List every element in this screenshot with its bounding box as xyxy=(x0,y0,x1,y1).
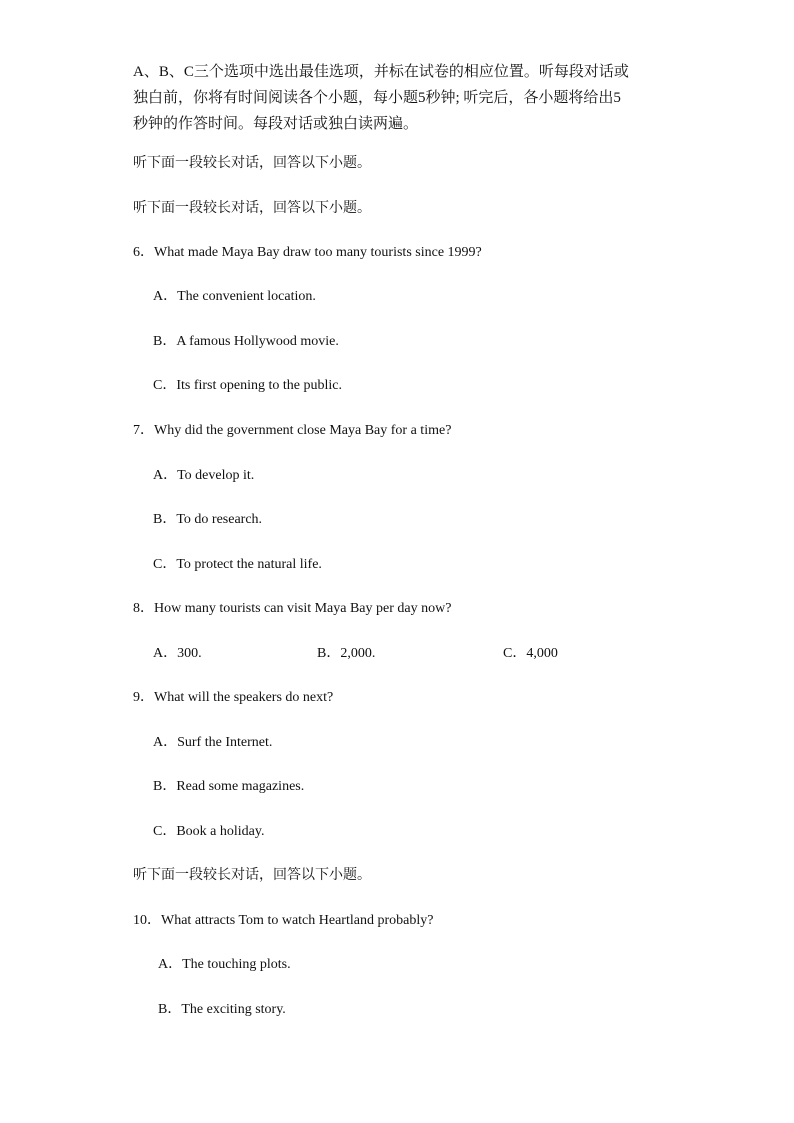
question-10-stem: 10．What attracts Tom to watch Heartland probably? xyxy=(133,913,434,928)
question-7-option-c: C．To protect the natural life. xyxy=(153,557,322,572)
instructions-line-3: 秒钟的作答时间。每段对话或独白读两遍。 xyxy=(133,116,419,132)
question-10-option-b: B．The exciting story. xyxy=(158,1002,286,1017)
question-9-option-c: C．Book a holiday. xyxy=(153,824,265,839)
section-header: 听下面一段较长对话，回答以下小题。 xyxy=(133,201,371,216)
question-6-option-b: B．A famous Hollywood movie. xyxy=(153,334,339,349)
instructions-line-1: A、B、C三个选项中选出最佳选项，并标在试卷的相应位置。听每段对话或 xyxy=(133,64,629,80)
section-header: 听下面一段较长对话，回答以下小题。 xyxy=(133,868,371,883)
instructions-line-2: 独白前，你将有时间阅读各个小题，每小题5秒钟; 听完后，各小题将给出5 xyxy=(133,90,621,106)
question-9-option-b: B．Read some magazines. xyxy=(153,779,305,794)
question-6-option-c: C．Its first opening to the public. xyxy=(153,378,342,393)
question-6-stem: 6．What made Maya Bay draw too many tourists since 1999? xyxy=(133,245,482,260)
question-8-option-c: C．4,000 xyxy=(503,646,558,661)
question-8-option-b: B．2,000. xyxy=(317,646,376,661)
question-7-option-a: A．To develop it. xyxy=(153,468,255,483)
question-7-stem: 7．Why did the government close Maya Bay for a time? xyxy=(133,423,452,438)
question-8-option-a: A．300. xyxy=(153,646,202,661)
question-9-stem: 9．What will the speakers do next? xyxy=(133,690,334,705)
question-9-option-a: A．Surf the Internet. xyxy=(153,735,273,750)
section-header: 听下面一段较长对话，回答以下小题。 xyxy=(133,156,371,171)
question-6-option-a: A．The convenient location. xyxy=(153,289,316,304)
question-8-stem: 8．How many tourists can visit Maya Bay per day now? xyxy=(133,601,452,616)
question-7-option-b: B．To do research. xyxy=(153,512,263,527)
question-10-option-a: A．The touching plots. xyxy=(158,957,291,972)
